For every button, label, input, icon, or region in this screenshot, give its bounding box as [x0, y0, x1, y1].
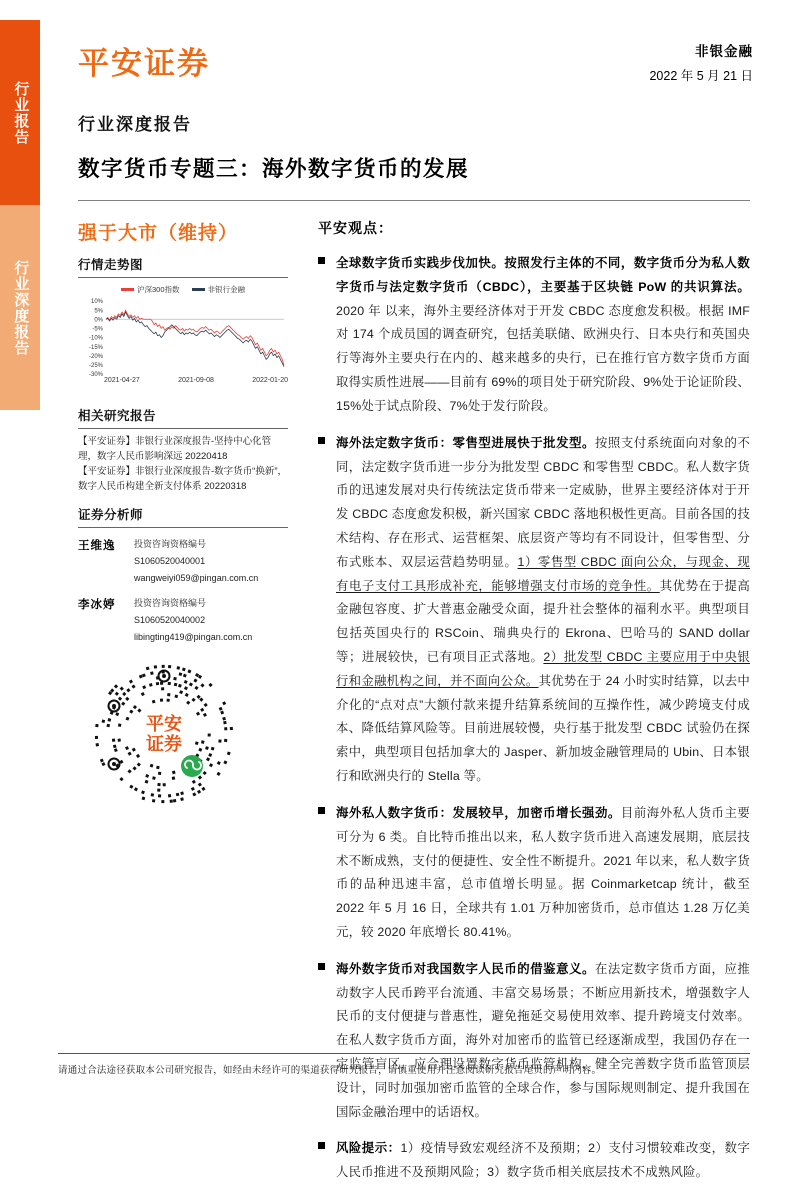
qr-module [152, 800, 155, 803]
qr-module [132, 767, 136, 771]
text-segment: 其优势在于提高金融包容度、扩大普惠金融受众面，提升社会整体的福利水平。典型项目包括英国央行的 RSCoin、瑞典央行的 Ekrona、巴哈马的 SAND dollar 等；进展较快，已有项目正式落地。 [336, 578, 751, 664]
qr-module [122, 692, 126, 696]
qr-module [182, 668, 186, 672]
text-segment: 目前海外私人货币主要可分为 6 类。自比特币推出以来，私人数字货币进入高速发展期，底层技术不断成熟，支付的便捷性、安全性不断提升。2021 年以来，私人数字货币的品种迅速丰富，总市值增长明显。据 Coinmarketcap 统计，截至 2022 年 5 月 16 日，全球共有 1.01 万种加密货币，总市值达 1.28 万亿美元，较 2020 年底增长 80.41%。 [336, 805, 751, 939]
text-segment: 海外法定数字货币：零售型进展快于批发型。 [336, 435, 595, 450]
qr-module [150, 672, 154, 676]
main-content-column [318, 218, 750, 1198]
qr-module [173, 799, 176, 802]
qr-module [170, 800, 173, 803]
qr-module [125, 697, 129, 701]
qr-module [118, 697, 122, 701]
qr-module [107, 724, 110, 727]
price-trend-chart [78, 284, 288, 392]
chart-legend [78, 284, 288, 295]
qr-module [224, 739, 227, 742]
bullet-item [318, 252, 750, 419]
qr-module [184, 680, 188, 684]
qr-module [198, 748, 202, 752]
header-divider [78, 200, 750, 201]
analysts-heading: 证券分析师 [78, 507, 144, 522]
qr-module [217, 761, 221, 765]
qr-module [194, 686, 198, 690]
qr-module [133, 705, 137, 709]
qr-module [216, 772, 220, 776]
vertical-tab-label: 行业深度报告 [12, 259, 30, 356]
qr-module [223, 761, 227, 765]
report-date: 2022 年 5 月 21 日 [649, 69, 753, 83]
legend-swatch-hs300 [121, 288, 134, 291]
qr-module [200, 708, 204, 712]
qr-finder-dot [112, 762, 116, 766]
qr-module [191, 698, 195, 702]
qr-module [120, 687, 124, 691]
qr-module [186, 701, 190, 705]
vertical-tab-industry-deep-report[interactable] [0, 205, 40, 410]
qr-module [203, 713, 207, 717]
qr-module [129, 710, 133, 714]
related-reports-heading: 相关研究报告 [78, 409, 157, 423]
bullet-item [318, 958, 750, 1125]
y-tick-label: 5% [94, 308, 103, 315]
qr-module [162, 665, 165, 668]
qr-module [163, 784, 166, 787]
qr-module [211, 747, 215, 751]
x-tick: 2022-01-20 [252, 377, 288, 384]
qr-module [114, 749, 118, 753]
text-segment: 按照支付系统面向对象的不同，法定数字货币进一步分为批发型 CBDC 和零售型 CBDC。私人数字货币的迅速发展对央行传统法定货币带来一定威胁，世界主要经济体对于开发 CBDC 态度愈发积极，新兴国家 CBDC 落地积极性更高。目前各国的技术结构、存在形式、运营框架、底层资产等均有不同设计，但零售型、分布式账本、双层运营趋势明显。 [336, 435, 751, 569]
text-segment: 1）疫情导致宏观经济不及预期；2）支付习惯较难改变，数字人民币推进不及预期风险；3）数字货币相关底层技术不成熟风险。 [336, 1141, 751, 1180]
qr-module [150, 764, 154, 768]
text-segment: 其优势在于 24 小时实时结算，以去中介化的“点对点”大额付款来提升结算系统间的互操作性，减少跨境支付成本、降低结算风险等。目前进展较慢，央行基于批发型 CBDC 试验仍在探索中，典型项目包括加拿大的 Jasper、新加坡金融管理局的 Ubin、日本银行和欧洲央行的 Stella 等。 [336, 673, 750, 784]
qr-module [183, 674, 187, 678]
legend-item [121, 284, 180, 295]
bullet-square-icon [318, 252, 336, 419]
qr-finder-dot [112, 704, 116, 708]
qr-module [222, 702, 226, 706]
analyst-qual-number: S1060520040001 [134, 555, 206, 566]
qr-module [198, 783, 202, 787]
bullet-square-icon [318, 802, 336, 945]
qr-module [125, 747, 129, 751]
x-tick: 2021-04-27 [104, 377, 140, 384]
qr-module [172, 771, 176, 775]
bullet-square-icon [318, 1137, 336, 1185]
analyst-email[interactable]: libingting419@pingan.com.cn [134, 632, 253, 643]
qr-module [112, 739, 115, 742]
qr-module [200, 684, 204, 688]
qr-module [172, 777, 176, 781]
vertical-tab-strip [0, 20, 40, 410]
qr-module [191, 787, 195, 791]
qr-module [168, 795, 171, 798]
qr-module [108, 718, 112, 722]
qr-module [151, 794, 155, 798]
footer-divider [58, 1053, 750, 1054]
qr-module [224, 728, 227, 731]
analyst-details [134, 536, 258, 587]
qr-module [145, 774, 149, 778]
qr-module [203, 771, 207, 775]
qr-module [199, 698, 203, 702]
qr-module [129, 785, 133, 789]
qr-module [154, 666, 157, 669]
qr-finder-dot [162, 674, 166, 678]
qr-module [187, 670, 191, 674]
qr-module [209, 764, 213, 768]
qr-module [223, 721, 227, 725]
divider [78, 428, 288, 429]
qr-module [113, 745, 117, 749]
qr-module [156, 766, 159, 769]
qr-module [118, 739, 121, 742]
qr-module [192, 793, 196, 797]
qr-module [149, 684, 153, 688]
qr-module [168, 665, 171, 668]
footer-disclaimer: 请通过合法途径获取本公司研究报告，如经由未经许可的渠道获得研究报告，请慎重使用并注意阅读研究报告尾页的声明内容。 [58, 1065, 602, 1076]
qr-module [152, 777, 156, 781]
bullet-text [336, 958, 750, 1125]
qr-module [141, 791, 145, 795]
qr-module [102, 720, 106, 724]
bullet-square-icon [318, 958, 336, 1125]
qr-module [193, 679, 197, 683]
qr-module [208, 753, 212, 757]
qr-module [204, 703, 208, 707]
company-logo-text: 平安证券 [78, 46, 210, 81]
bullet-square-icon [318, 432, 336, 789]
bullet-item [318, 802, 750, 945]
chart-series-line-hs300 [106, 310, 284, 365]
bullet-text [336, 252, 750, 419]
legend-label: 非银行金融 [207, 285, 245, 294]
qr-module [132, 748, 136, 752]
qr-module [134, 788, 138, 792]
y-tick-label: -10% [88, 335, 103, 342]
qr-module [142, 686, 146, 690]
wechat-miniprogram-qr-code[interactable] [74, 662, 254, 822]
text-segment: 风险提示： [336, 1141, 401, 1156]
qr-module [119, 777, 123, 781]
qr-module [167, 693, 170, 696]
analyst-name: 王维逸 [78, 539, 116, 552]
analyst-email[interactable]: wangweiyi059@pingan.com.cn [134, 573, 259, 584]
qr-module [129, 680, 133, 684]
bullet-list [318, 252, 750, 1185]
qr-module [157, 789, 160, 792]
text-segment: 2）批发型 CBDC 主要应用于中央银行和金融机构之间，并不面向公众。 [336, 650, 751, 688]
bullet-text [336, 1137, 750, 1185]
qr-module [174, 683, 178, 687]
qr-module [127, 770, 131, 774]
y-tick-label: -15% [88, 344, 103, 351]
y-tick-label: -30% [88, 372, 103, 379]
qr-module [142, 674, 146, 678]
qr-module [161, 688, 164, 691]
qr-module [156, 682, 159, 685]
qr-module [137, 763, 141, 767]
qr-module [197, 790, 201, 794]
qr-module [126, 717, 130, 721]
qr-module [218, 740, 221, 743]
qr-icon [74, 662, 254, 822]
qr-module [114, 685, 118, 689]
qr-module [189, 683, 193, 687]
qr-module [208, 734, 211, 737]
qr-module [178, 684, 182, 688]
y-tick-label: -5% [92, 326, 103, 333]
qr-module [227, 752, 231, 756]
qr-module [115, 692, 119, 696]
report-type: 行业深度报告 [78, 115, 192, 134]
legend-item [192, 284, 246, 295]
qr-module [192, 780, 196, 784]
qr-module [177, 667, 181, 671]
qr-module [139, 675, 143, 679]
analyst-qual-number: S1060520040002 [134, 615, 206, 626]
qr-module [174, 695, 178, 699]
y-tick-label: 0% [94, 317, 103, 324]
qr-module [205, 747, 209, 751]
qr-module [100, 759, 104, 763]
qr-module [195, 742, 199, 746]
qr-module [184, 687, 188, 691]
page-title: 数字货币专题三：海外数字货币的发展 [78, 157, 470, 181]
divider [78, 277, 288, 278]
qr-module [96, 743, 99, 746]
qr-module [176, 793, 180, 797]
analyst-name: 李冰婷 [78, 599, 116, 612]
y-tick-label: -25% [88, 363, 103, 370]
qr-module [136, 754, 140, 758]
chart-svg [78, 298, 288, 379]
analyst-qual-label: 投资咨询资格编号 [134, 598, 207, 609]
qr-module [160, 699, 163, 702]
qr-module [146, 667, 150, 671]
qr-module [95, 724, 98, 727]
chart-series-line-nonbank [106, 312, 284, 367]
qr-module [158, 772, 161, 775]
text-segment: 海外数字货币对我国数字人民币的借鉴意义。 [336, 961, 595, 976]
qr-module [118, 724, 122, 728]
qr-module [230, 727, 233, 730]
sector-label: 非银金融 [695, 44, 753, 59]
chart-plot-area [78, 298, 288, 379]
qr-module [166, 699, 169, 702]
qr-module [173, 677, 177, 681]
qr-module [137, 709, 141, 713]
qr-module [185, 693, 189, 697]
qr-module [168, 682, 171, 685]
qr-module [180, 792, 184, 796]
qr-module [161, 801, 164, 804]
qr-module [219, 707, 223, 711]
qr-module [158, 795, 161, 798]
vertical-tab-label: 行业报告 [12, 80, 30, 145]
qr-module [142, 797, 146, 801]
rating-badge: 强于大市（维持） [78, 223, 239, 244]
y-tick-label: 10% [90, 299, 103, 306]
qr-module [197, 695, 201, 699]
section-heading-pingan-view: 平安观点： [318, 220, 393, 236]
chart-x-axis-labels [78, 377, 288, 384]
qr-module [201, 787, 205, 791]
qr-module [179, 673, 183, 677]
qr-module [180, 798, 184, 802]
analyst-qual-label: 投资咨询资格编号 [134, 538, 207, 549]
qr-module [121, 702, 125, 706]
qr-module [179, 691, 183, 695]
divider [78, 527, 288, 528]
qr-brand-text: 证券 [146, 734, 182, 755]
bullet-item [318, 1137, 750, 1185]
analyst-entry [78, 536, 288, 587]
qr-module [157, 783, 160, 786]
qr-module [95, 736, 98, 739]
bullet-item [318, 432, 750, 789]
analyst-entry [78, 595, 288, 646]
qr-module [206, 758, 210, 762]
qr-module [126, 689, 130, 693]
qr-module [141, 692, 145, 696]
related-reports-list [78, 435, 288, 495]
related-report-item[interactable]: 【平安证券】非银行业深度报告-坚持中心化管理，数字人民币影响深远 20220418 [78, 436, 272, 462]
qr-module [208, 683, 212, 687]
y-tick-label: -20% [88, 353, 103, 360]
text-segment: 海外私人数字货币：发展较早，加密币增长强劲。 [336, 805, 621, 820]
qr-module [145, 780, 149, 784]
text-segment: 在法定数字货币方面，应推动数字人民币跨平台流通、丰富交易场景；不断应用新技术，增强数字人民币的支付便捷与普惠性，避免拖延交易使用效率、提升跨境支付效率。在私人数字货币方面，海外对加密币的监管已经逐渐成型，我国仍存在一定监管盲区，应合理设置数字货币监管机构，健全完善数字货币监管顶层设计，同时加强加密币监管的全球合作，参与国际规则制定、提升我国在国际金融治理中的话语权。 [336, 961, 751, 1119]
qr-module [152, 700, 156, 704]
legend-swatch-nonbank [192, 288, 205, 291]
bullet-text [336, 802, 750, 945]
qr-module [198, 776, 202, 780]
qr-module [131, 685, 135, 689]
bullet-text [336, 432, 750, 789]
qr-module [220, 711, 224, 715]
x-tick: 2021-09-08 [178, 377, 214, 384]
text-segment: 全球数字货币实践步伐加快。按照发行主体的不同，数字货币分为私人数字货币与法定数字货币（CBDC），主要基于区块链 PoW 的共识算法。 [336, 256, 750, 294]
text-segment: 1）零售型 CBDC 面向公众，与现金、现有电子支付工具形成补充，能够增强支付市场的竞争性。 [336, 554, 750, 593]
qr-module [201, 741, 205, 745]
analyst-details [134, 595, 252, 646]
qr-module [196, 712, 200, 716]
qr-brand-text: 平安 [146, 714, 182, 735]
vertical-tab-industry-report[interactable] [0, 20, 40, 205]
qr-module [115, 713, 119, 717]
legend-label: 沪深300指数 [136, 285, 180, 294]
qr-module [101, 763, 105, 767]
qr-module [128, 752, 132, 756]
related-report-item[interactable]: 【平安证券】非银行业深度报告-数字货币“换新”，数字人民币构建全新支付体系 20220318 [78, 466, 287, 493]
chart-heading: 行情走势图 [78, 258, 144, 272]
left-sidebar-column [78, 218, 288, 822]
text-segment: 2020 年 以来，海外主要经济体对于开发 CBDC 态度愈发积极。根据 IMF 对 174 个成员国的调查研究，包括美联储、欧洲央行、日本央行和英国央行等海外主要央行在内的、越来越多的央行，已在推行官方数字货币方面取得实质性进展——目前有 69%的项目处于研究阶段、9%处于论证阶段、15%处于试点阶段、7%处于发行阶段。 [336, 303, 750, 413]
qr-module [222, 717, 226, 721]
